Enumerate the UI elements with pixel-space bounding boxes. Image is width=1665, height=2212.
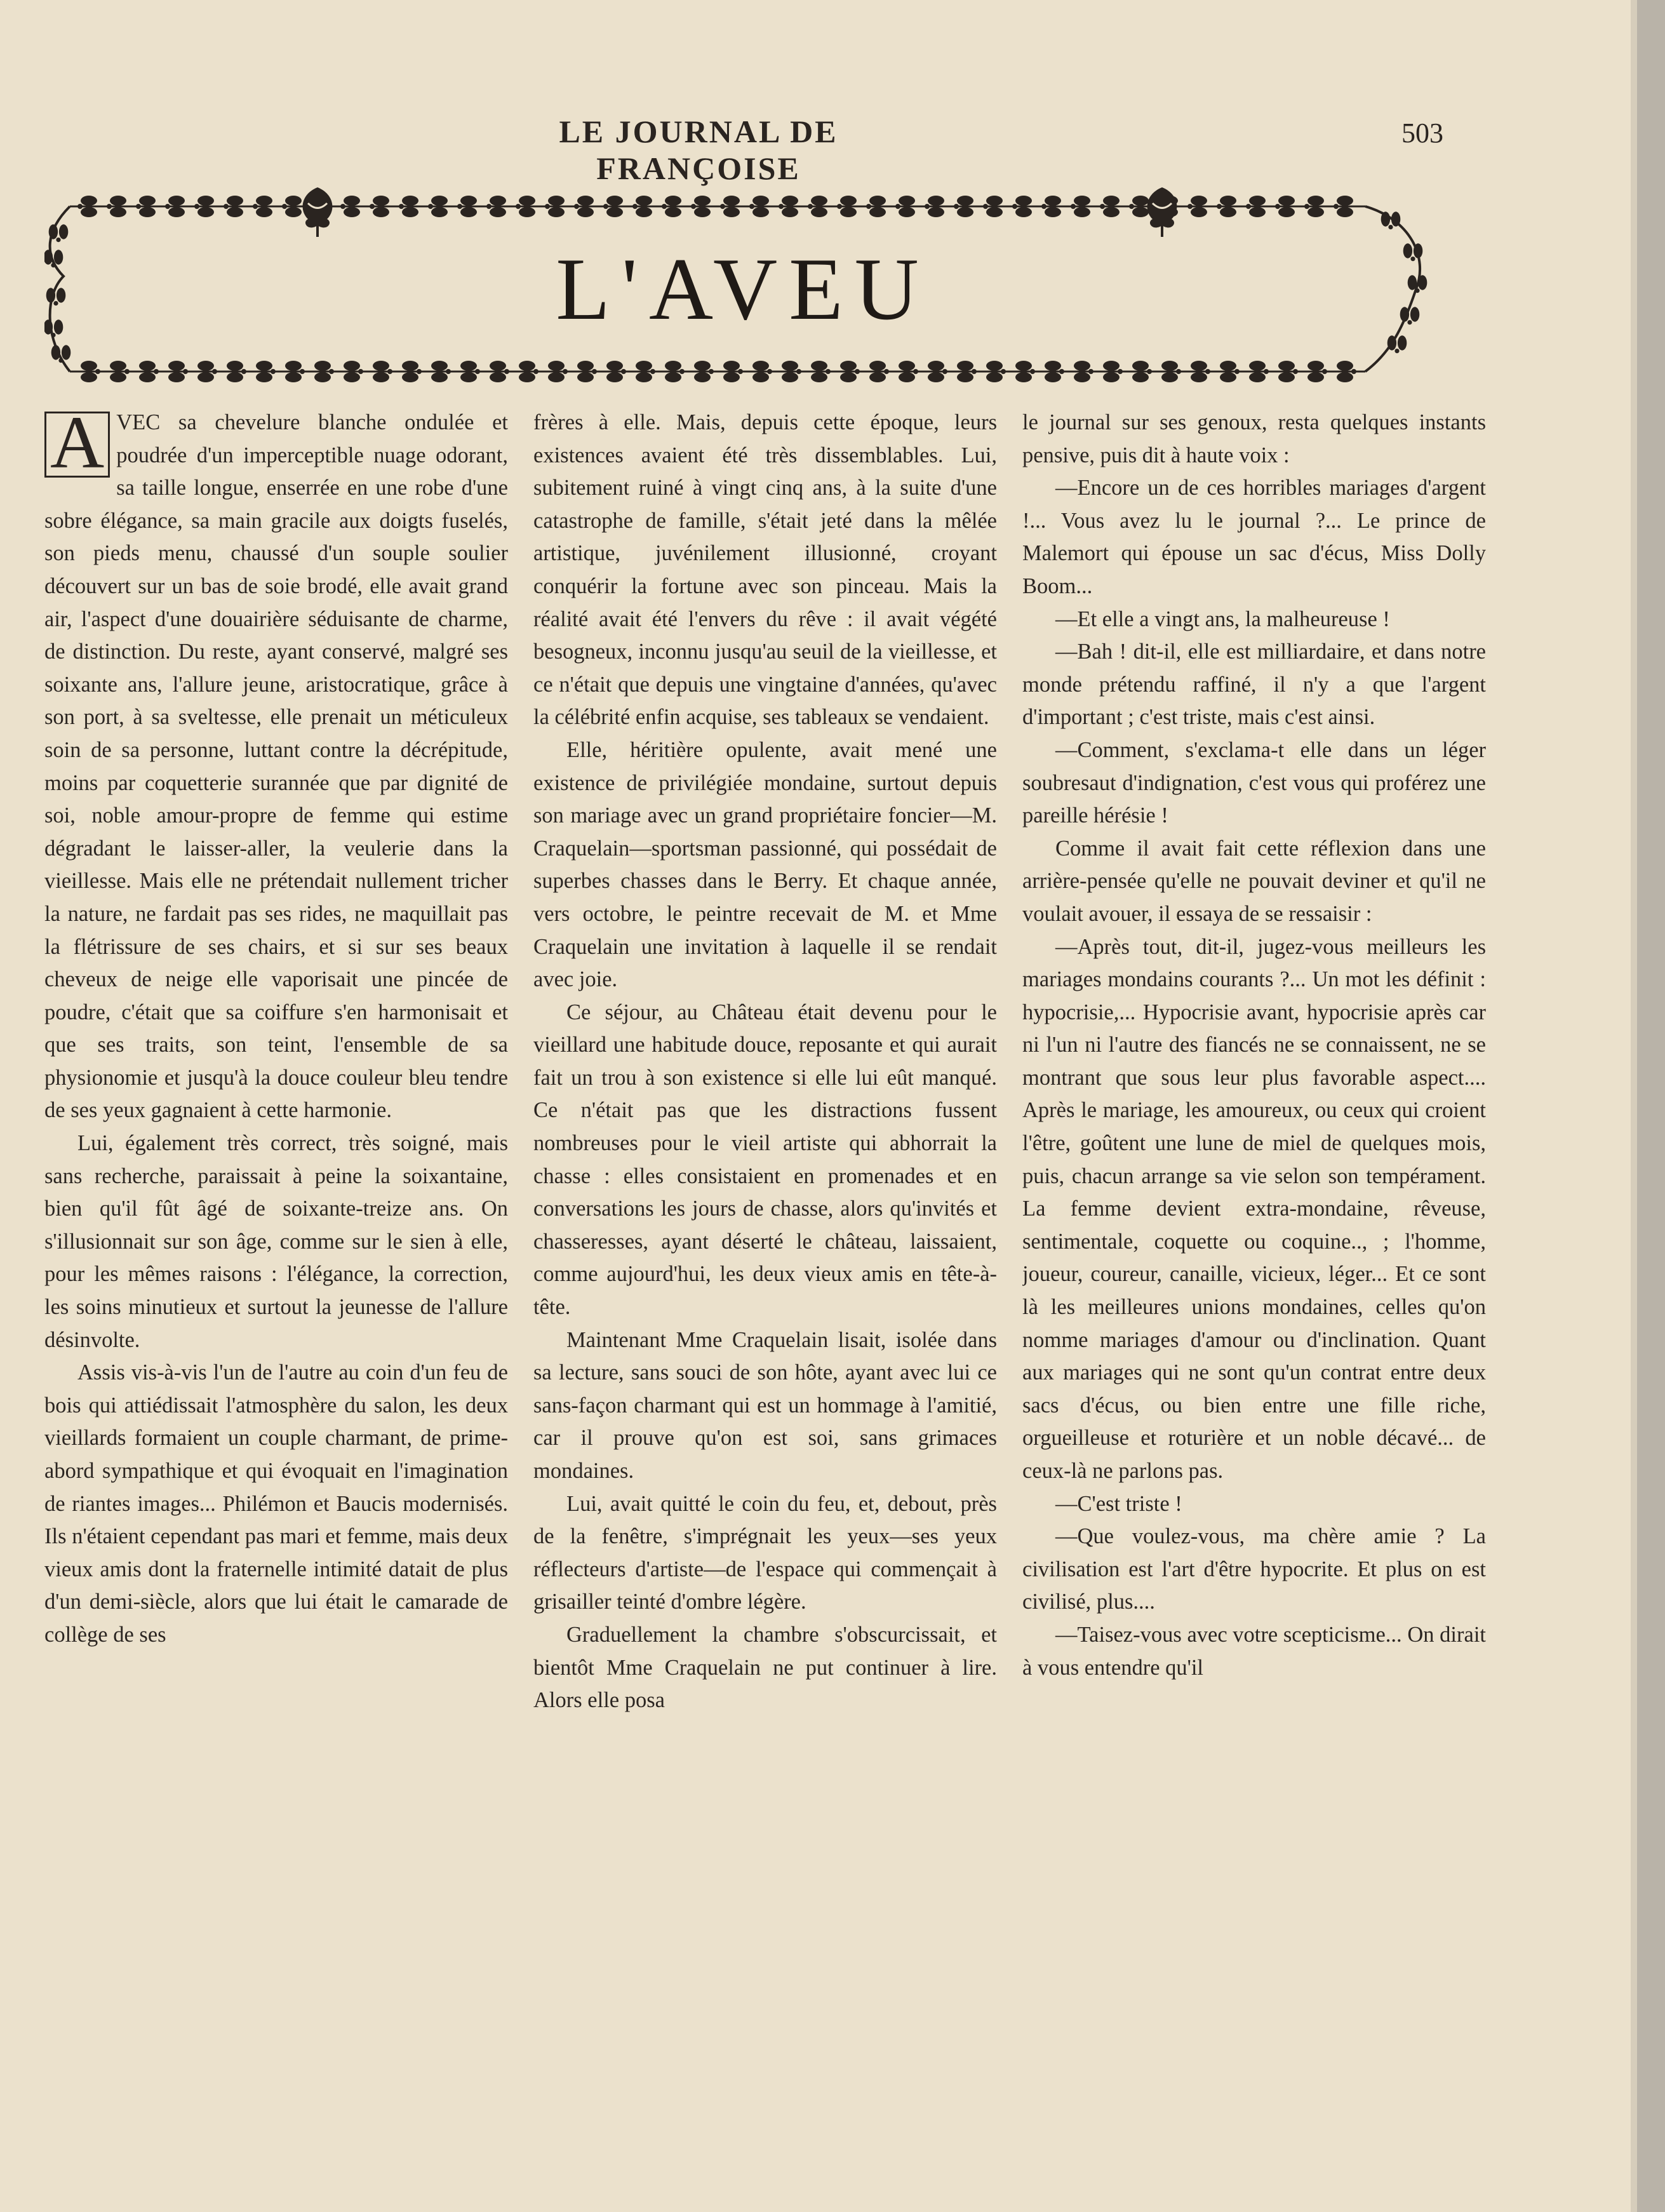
paragraph: —Après tout, dit-il, jugez-vous meilleurs les mariages mondains courants ?... Un mot les définit : hypocrisie,... Hypocrisie avant, hypocrisie après car ni l'un ni l'autre des fiancés ne se connaissent, ne se montrant que sous leur plus favorable aspect.... Après le mariage, les amoureux, ou ceux qui croient l'être, goûtent une lune de miel de quelques mois, puis, chacun arrange sa vie selon son tempérament. La femme devient extra-mondaine, rêveuse, sentimentale, coquette ou coquine.., ; l'homme, joueur, coureur, canaille, vicieux, léger... Et ce sont là les meilleures unions mondaines, celles qu'on nomme mariages d'amour ou d'inclination. Quant aux mariages qui ne sont qu'un contrat entre deux sacs d'écus, ou bien entre une fille riche, orgueilleuse et roturière et un noble décavé... de ceux-là ne parlons pas. <box>1022 934 1486 1483</box>
article-body <box>44 406 1486 2083</box>
paragraph: —Et elle a vingt ans, la malheureuse ! <box>1055 607 1390 631</box>
page-edge-shadow <box>1631 0 1637 2212</box>
paragraph: Lui, avait quitté le coin du feu, et, debout, près de la fenêtre, s'imprégnait les yeux—ses yeux réflecteurs d'artiste—de l'espace qui commençait à grisailler teinté d'ombre légère. <box>533 1491 997 1614</box>
page-number: 503 <box>1401 117 1443 149</box>
fleuron-left-icon <box>289 181 346 238</box>
paragraph: —C'est triste ! <box>1055 1491 1182 1516</box>
paragraph: Comme il avait fait cette réflexion dans une arrière-pensée qu'elle ne pouvait deviner et qu'il ne voulait avouer, il essaya de se ressaisir : <box>1022 836 1486 926</box>
journal-title: LE JOURNAL DE FRANÇOISE <box>559 114 838 186</box>
column-3 <box>1022 406 1486 2083</box>
fleuron-right-icon <box>1133 181 1191 238</box>
paragraph: —Taisez-vous avec votre scepticisme... On dirait à vous entendre qu'il <box>1022 1622 1486 1680</box>
paragraph: Lui, également très correct, très soigné, mais sans recherche, paraissait à peine la soixantaine, bien qu'il fût âgé de soixante-treize ans. On s'illusionnait sur son âge, comme sur le sien à elle, pour les mêmes raisons : l'élégance, la correction, les soins minutieux et surtout la jeunesse de l'allure désinvolte. <box>44 1131 508 1352</box>
running-head <box>0 113 1637 186</box>
paragraph: Maintenant Mme Craquelain lisait, isolée dans sa lecture, sans souci de son hôte, ayant avec lui ce sans-façon charmant qui est un hommage à l'amitié, car il prouve qu'on est soi, sans grimaces mondaines. <box>533 1327 997 1483</box>
column-2 <box>533 406 997 2083</box>
paragraph <box>44 406 508 1127</box>
paragraph: —Comment, s'exclama-t elle dans un léger soubresaut d'indignation, c'est vous qui proférez une pareille hérésie ! <box>1022 737 1486 828</box>
paragraph-text: VEC sa chevelure blanche ondulée et poudrée d'un imperceptible nuage odorant, sa taille longue, enserrée en une robe d'une sobre élégance, sa main gracile aux doigts fuselés, son pieds menu, chaussé d'un souple soulier découvert sur un bas de soie brodé, elle avait grand air, l'aspect d'une douairière séduisante de charme, de distinction. Du reste, ayant conservé, malgré ses soixante ans, l'allure jeune, aristocratique, grâce à son port, à sa sveltesse, elle prenait un méticuleux soin de sa personne, luttant contre la décrépitude, moins par coquetterie surannée que par dignité de soi, noble amour-propre de femme qui estime dégradant le laisser-aller, la veulerie dans la vieillesse. Mais elle ne prétendait nullement tricher la nature, ne fardait pas ses rides, ne maquillait pas la flétrissure de ses chairs, et si sur ses beaux cheveux de neige elle vaporisait une pincée de poudre, c'était que sa coiffure s'en harmonisait et que ses traits, son teint, l'ensemble de sa physionomie et jusqu'à la douce couleur bleu tendre de ses yeux gagnaient à cette harmonie. <box>44 410 508 1123</box>
paragraph: frères à elle. Mais, depuis cette époque, leurs existences avaient été très dissemblables. Lui, subitement ruiné à vingt cinq ans, à la suite d'une catastrophe de famille, s'était jeté dans la mêlée artistique, juvénilement illusionné, croyant conquérir la fortune avec son pinceau. Mais la réalité avait été l'envers du rêve : il avait végété besogneux, inconnu jusqu'au seuil de la vieillesse, et ce n'était que depuis une vingtaine d'années, qu'avec la célébrité enfin acquise, ses tableaux se vendaient. <box>533 410 997 730</box>
drop-cap: A <box>44 412 110 478</box>
paragraph: —Que voulez-vous, ma chère amie ? La civilisation est l'art d'être hypocrite. Et plus on est civilisé, plus.... <box>1022 1524 1486 1614</box>
paragraph: Ce séjour, au Château était devenu pour le vieillard une habitude douce, reposante et qui aurait fait un trou à son existence si elle lui eût manqué. Ce n'était pas que les distractions fussent nombreuses pour le vieil artiste qui abhorrait la chasse : elles consistaient en promenades et en conversations les jours de chasse, alors qu'invités et chasseresses, ayant déserté le château, laissaient, comme aujourd'hui, les deux vieux amis en tête-à-tête. <box>533 1000 997 1320</box>
paragraph: Assis vis-à-vis l'un de l'autre au coin d'un feu de bois qui attiédissait l'atmosphère du salon, les deux vieillards formaient un couple charmant, de prime-abord sympathique et qui évoquait en l'imagination de riantes images... Philémon et Baucis modernisés. Ils n'étaient cependant pas mari et femme, mais deux vieux amis dont la fraternelle intimité datait de plus d'un demi-siècle, alors que lui était le camarade de collège de ses <box>44 1360 508 1647</box>
paragraph: —Encore un de ces horribles mariages d'argent !... Vous avez lu le journal ?... Le prince de Malemort qui épouse un sac d'écus, Miss Dolly Boom... <box>1022 476 1486 598</box>
paragraph: —Bah ! dit-il, elle est milliardaire, et dans notre monde prétendu raffiné, il n'y a que l'argent d'important ; c'est triste, mais c'est ainsi. <box>1022 640 1486 730</box>
paragraph: Graduellement la chambre s'obscurcissait, et bientôt Mme Craquelain ne put continuer à lire. Alors elle posa <box>533 1622 997 1713</box>
paragraph: Elle, héritière opulente, avait mené une existence de privilégiée mondaine, surtout depuis son mariage avec un grand propriétaire foncier—M. Craquelain—sportsman passionné, qui possédait de superbes chasses dans le Berry. Et chaque année, vers octobre, le peintre recevait de M. et Mme Craquelain une invitation à laquelle il se rendait avec joie. <box>533 737 997 992</box>
page-edge <box>1637 0 1665 2212</box>
article-title: L'AVEU <box>556 240 930 339</box>
title-ornament-frame <box>44 181 1441 391</box>
paragraph: le journal sur ses genoux, resta quelques instants pensive, puis dit à haute voix : <box>1022 410 1486 467</box>
column-1 <box>44 406 508 2083</box>
